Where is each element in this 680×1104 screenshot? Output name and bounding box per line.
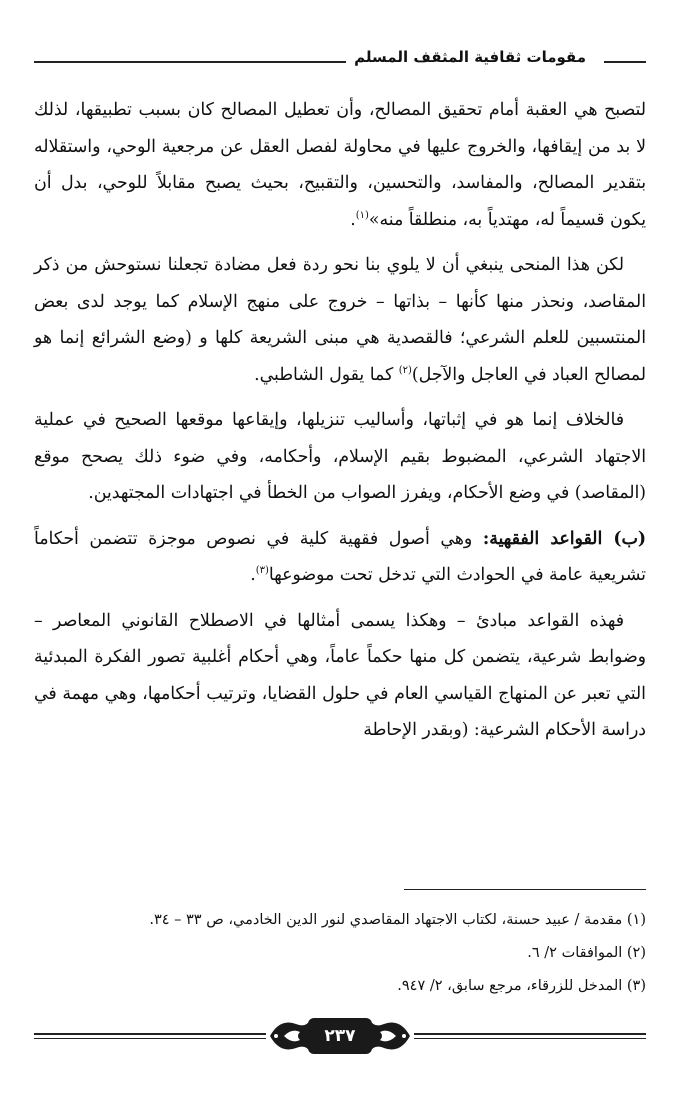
page-number: ٢٣٧ <box>313 1023 367 1049</box>
paragraph-2-text: لكن هذا المنحى ينبغي أن لا يلوي بنا نحو ردة فعل مضادة تجعلنا نستوحش من ذكر المقاصد، ونحذر منها كأنها – بذاتها – خروج على منهج الإسلام كما يوجد لدى بعض المنتسبين للعلم الشرعي؛ فالقصدية هي مبنى الشريعة كلها و (وضع الشرائع إنما هو لمصالح العباد في العاجل والآجل) <box>34 255 646 385</box>
page-number-footer <box>34 1012 646 1060</box>
running-header <box>34 44 646 78</box>
paragraph-2-tail: كما يقول الشاطبي. <box>254 364 399 385</box>
footnote-3: (٣) المدخل للزرقاء، مرجع سابق، ٢/ ٩٤٧. <box>397 978 646 994</box>
paragraph-4-end: . <box>250 565 256 585</box>
footnote-1: (١) مقدمة / عبيد حسنة، لكتاب الاجتهاد المقاصدي لنور الدين الخادمي، ص ٣٣ – ٣٤. <box>149 912 646 928</box>
paragraph-3: فالخلاف إنما هو في إثباتها، وأساليب تنزيلها، وإيقاعها موقعها الصحيح في عملية الاجتهاد الشرعي، المضبوط بقيم الإسلام، وأحكامه، وفي ضوء ذلك يصحح موقع (المقاصد) في وضع الأحكام، ويفرز الصواب من الخطأ في اجتهادات المجتهدين. <box>34 410 646 503</box>
running-title: مقومات ثقافية المثقف المسلم <box>346 48 594 66</box>
footnote-2: (٢) الموافقات ٢/ ٦. <box>527 945 646 961</box>
paragraph-1-end: . <box>350 209 356 230</box>
paragraph-4-text: وهي أصول فقهية كلية في نصوص موجزة تتضمن أحكاماً تشريعية عامة في الحوادث التي تدخل تحت موضوعها <box>34 528 646 585</box>
paragraph-4 <box>34 521 646 594</box>
footnote-ref-2: (٢) <box>398 364 412 376</box>
footnotes <box>34 904 646 1003</box>
footnote-ref-1: (١) <box>355 209 369 221</box>
body-text <box>34 92 646 758</box>
footnote-separator <box>404 889 646 890</box>
paragraph-1-text: لتصبح هي العقبة أمام تحقيق المصالح، وأن تعطيل المصالح كان بسبب تطبيقها، لذلك لا بد من إيقافها، والخروج عليها في محاولة لفصل العقل عن مرجعية الوحي، واستقلاله بتقدير المصالح، والمفاسد، والتحسين، والتقبيح، بحيث يصبح مقابلاً للوحي، بدل أن يكون قسيماً له، مهتدياً به، منطلقاً منه» <box>34 100 646 230</box>
paragraph-2 <box>34 247 646 393</box>
paragraph-1 <box>34 92 646 238</box>
section-label-fiqh-rules: (ب) القواعد الفقهية: <box>482 528 646 549</box>
footnote-ref-3: (٣) <box>255 565 269 577</box>
header-rule-right <box>604 61 646 63</box>
paragraph-5: فهذه القواعد مبادئ – وهكذا يسمى أمثالها في الاصطلاح القانوني المعاصر – وضوابط شرعية، يتضمن كل منها حكماً عاماً، وهي أحكام أغلبية تصور الفكرة المبدئية التي تعبر عن المنهاج القياسي العام في حلول القضايا، وترتيب أحكامها، وهي مهمة في دراسة الأحكام الشرعية: (وبقدر الإحاطة <box>34 610 646 740</box>
